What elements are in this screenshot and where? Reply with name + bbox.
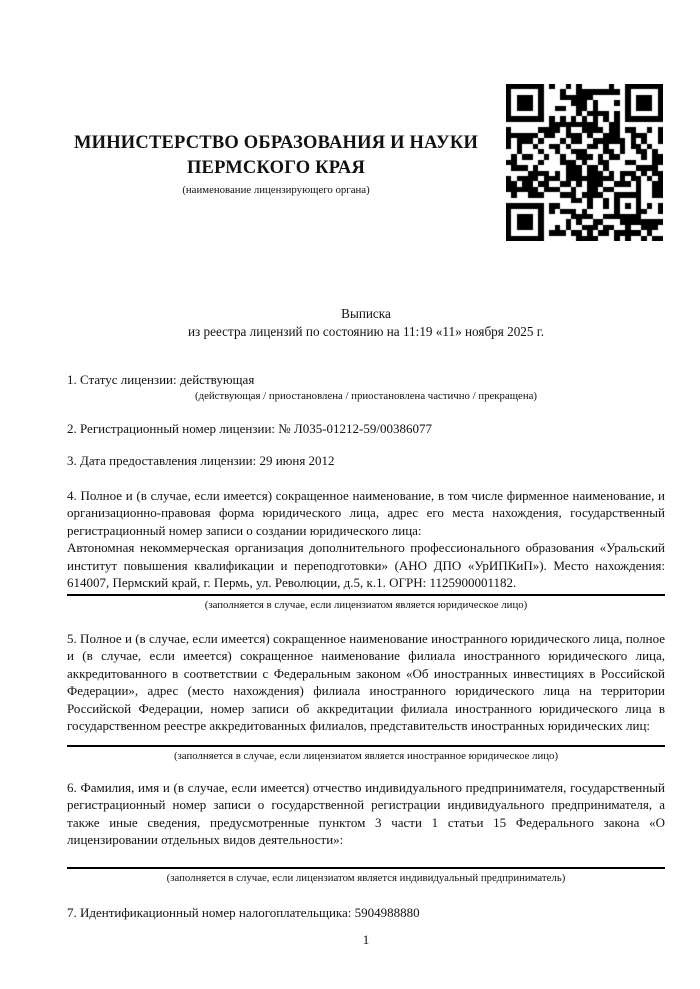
license-grant-date-text: 3. Дата предоставления лицензии: 29 июня 2012 <box>67 453 335 468</box>
taxpayer-number-text: 7. Идентификационный номер налогоплательщика: 5904988880 <box>67 904 420 920</box>
entrepreneur-text: 6. Фамилия, имя и (в случае, если имеется) отчество индивидуального предпринимателя, государственный регистрационный номер записи о государственной регистрации индивидуального предпринимателя, а также иные сведения, предусмотренные пунктом 3 части 1 статьи 15 Федерального закона «О лицензировании отдельных видов деятельности»: <box>67 779 665 847</box>
ministry-name-line1: МИНИСТЕРСТВО ОБРАЗОВАНИЯ И НАУКИ <box>73 133 479 153</box>
taxpayer-number-item <box>67 904 665 922</box>
foreign-entity-item <box>67 630 665 763</box>
license-grant-date-item <box>67 452 665 470</box>
foreign-entity-text: 5. Полное и (в случае, если имеется) сокращенное наименование иностранного юридического лица, полное и (в случае, если имеется) сокращенное наименование филиала иностранного юридического лица, аккредитованного в соответствии с Федеральным законом «Об иностранных инвестициях в Российской Федерации», адрес (место нахождения) филиала иностранного юридического лица на территории Российской Федерации, номер записи об аккредитации филиала иностранного юридического лица в государственном реестре аккредитованных филиалов, представительств иностранных юридических лиц: <box>67 630 665 733</box>
license-status-caption: (действующая / приостановлена / приостановлена частично / прекращена) <box>195 389 537 402</box>
registration-number-text: 2. Регистрационный номер лицензии: № Л035-01212-59/00386077 <box>67 420 433 436</box>
registration-number-item <box>67 420 665 438</box>
license-status-text: 1. Статус лицензии: действующая <box>67 372 255 387</box>
legal-entity-caption: (заполняется в случае, если лицензиатом является юридическое лицо) <box>204 598 528 611</box>
entrepreneur-caption: (заполняется в случае, если лицензиатом является индивидуальный предприниматель) <box>166 871 566 884</box>
legal-entity-text: 4. Полное и (в случае, если имеется) сокращенное наименование, в том числе фирменное наименование, и организационно-правовая форма юридического лица, адрес его места нахождения, государственный регистрационный номер записи о создании юридического лица: <box>67 487 665 538</box>
ministry-header <box>67 131 485 197</box>
legal-entity-item <box>67 487 665 612</box>
ruled-line <box>67 594 665 596</box>
document-title-line2: из реестра лицензий по состоянию на 11:19 «11» ноября 2025 г. <box>187 323 545 339</box>
ministry-caption: (наименование лицензирующего органа) <box>182 184 370 196</box>
page-number: 1 <box>362 932 370 947</box>
license-status-item <box>67 371 665 403</box>
qr-code <box>506 84 663 241</box>
foreign-entity-caption: (заполняется в случае, если лицензиатом является иностранное юридическое лицо) <box>173 749 559 762</box>
document-title <box>67 305 665 340</box>
ruled-line <box>67 867 665 869</box>
entrepreneur-item <box>67 779 665 885</box>
ruled-line <box>67 745 665 747</box>
legal-entity-value: Автономная некоммерческая организация дополнительного профессионального образования «Уральский институт повышения квалификации и переподготовки» (АНО ДПО «УрИПКиП»). Место нахождения: 614007, Пермский край, г. Пермь, ул. Революции, д.5, к.1. ОГРН: 1125900001182. <box>67 540 665 590</box>
document-title-line1: Выписка <box>341 306 391 321</box>
ministry-name-line2: ПЕРМСКОГО КРАЯ <box>186 158 366 178</box>
ministry-name <box>67 131 485 181</box>
